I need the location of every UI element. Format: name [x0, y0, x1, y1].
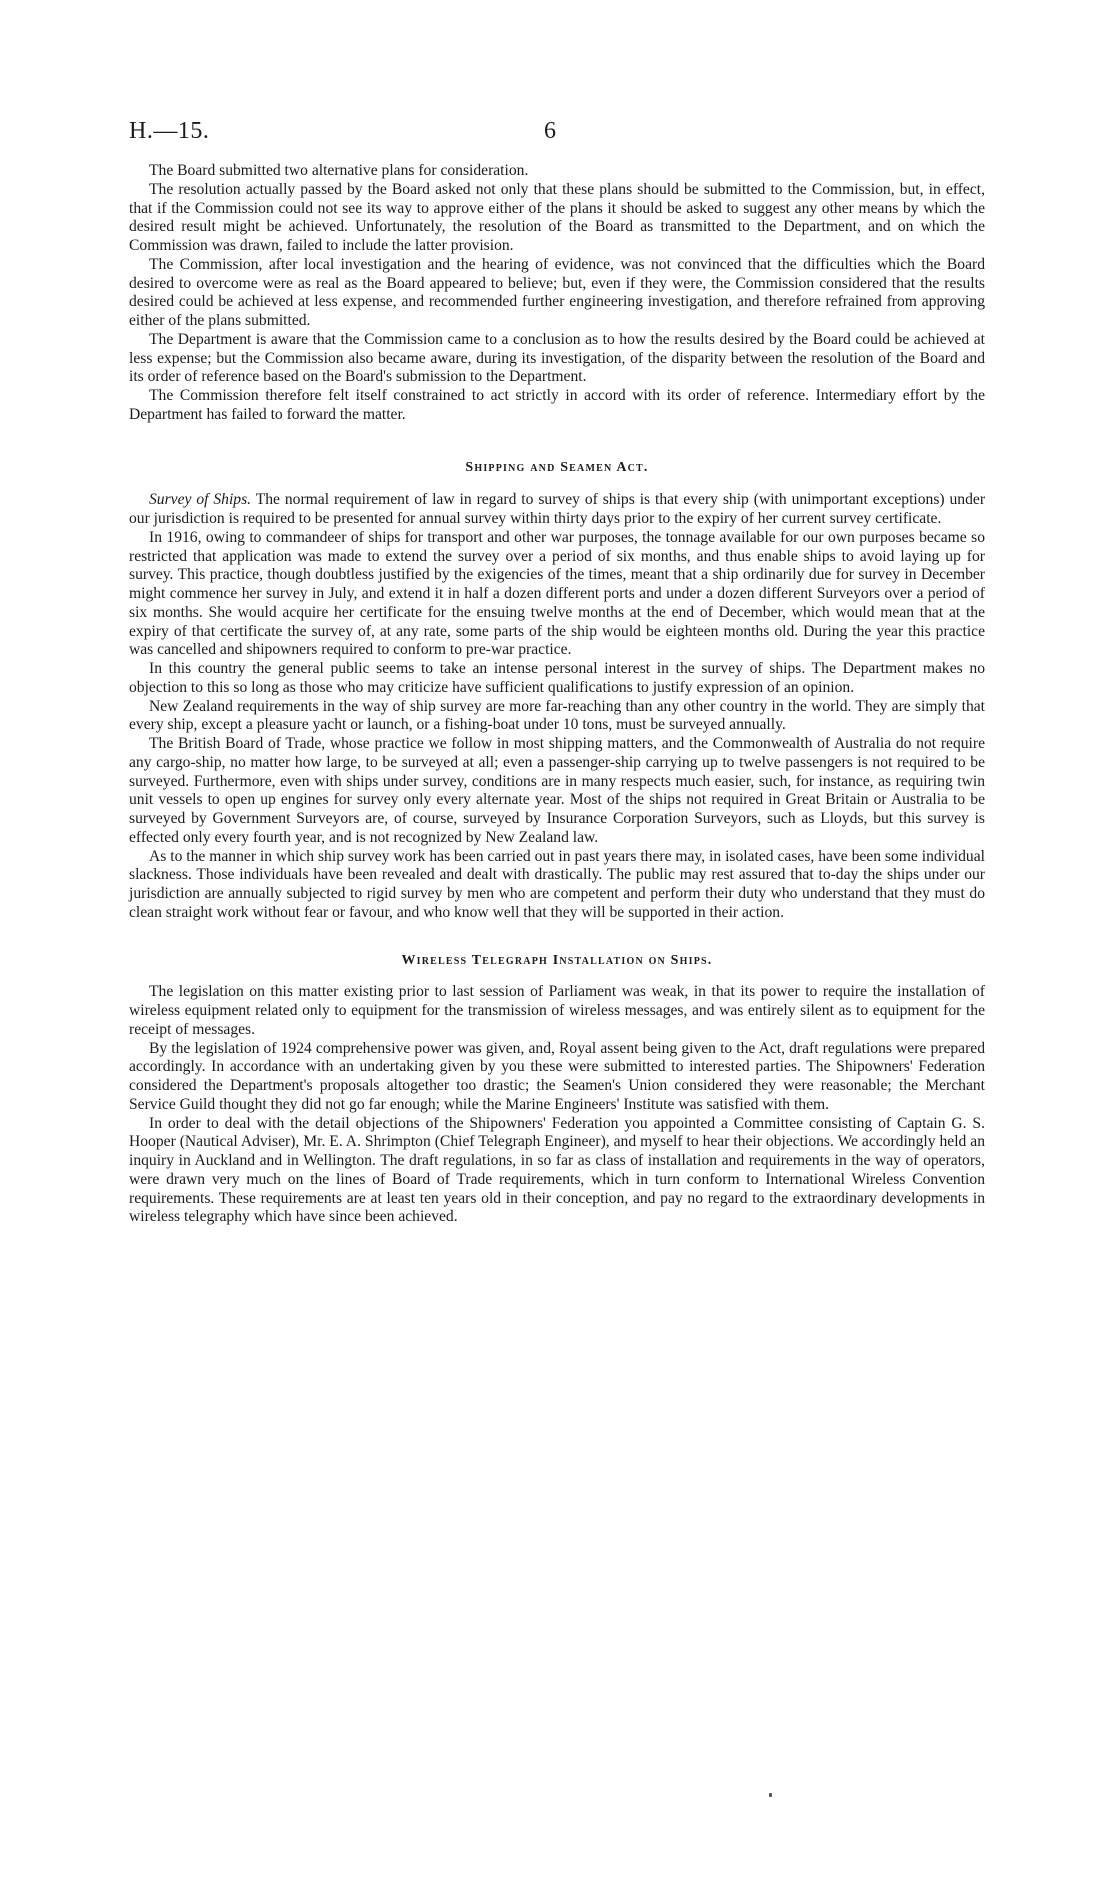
paragraph: In 1916, owing to commandeer of ships for transport and other war purposes, the tonnage available for our own purposes became so restricted that application was made to extend the survey over a period of six months, and thus enable ships to avoid laying up for survey. This practice, though doubtless justified by the exigencies of the times, meant that a ship ordinarily due for survey in December might commence her survey in July, and extend it in half a dozen different ports and under a dozen different Surveyors over a period of six months. She would acquire her certificate for the ensuing twelve months at the end of December, which would mean that at the expiry of that certificate the survey of, at any rate, some parts of the ship would be eighteen months old. During the year this practice was cancelled and shipowners required to conform to pre-war practice.	[129, 528, 985, 659]
page-header	[129, 116, 985, 150]
section-heading-wireless: Wireless Telegraph Installation on Ships.	[401, 952, 713, 968]
paragraph: The Commission, after local investigation and the hearing of evidence, was not convinced that the difficulties which the Board desired to overcome were as real as the Board appeared to believe; but, even if they were, the Commission considered that the results desired could be achieved at less expense, and recommended further engineering investigation, and therefore refrained from approving either of the plans submitted.	[129, 255, 985, 329]
paragraph	[129, 491, 985, 529]
document-reference: H.—15.	[129, 118, 210, 144]
paragraph-text: The normal requirement of law in regard to survey of ships is that every ship (with unimportant exceptions) under our jurisdiction is required to be presented for annual survey within thirty days prior to the expiry of her current survey certificate.	[129, 491, 986, 527]
paragraph: The British Board of Trade, whose practice we follow in most shipping matters, and the Commonwealth of Australia do not require any cargo-ship, no matter how large, to be surveyed at all; even a passenger-ship carrying up to twelve passengers is not required to be surveyed. Furthermore, even with ships under survey, conditions are in many respects much easier, such, for instance, as requiring twin unit vessels to open up engines for survey only every alternate year. Most of the ships not required in Great Britain or Australia to be surveyed by Government Surveyors are, of course, surveyed by Insurance Corporation Surveyors, such as Lloyds, but this survey is effected only every fourth year, and is not recognized by New Zealand law.	[129, 735, 985, 846]
run-in-heading: Survey of Ships.	[149, 491, 252, 509]
paragraph: The Department is aware that the Commission came to a conclusion as to how the results desired by the Board could be achieved at less expense; but the Commission also became aware, during its investigation, of the disparity between the resolution of the Board and its order of reference based on the Board's submission to the Department.	[129, 330, 985, 386]
paragraph: The resolution actually passed by the Board asked not only that these plans should be submitted to the Commission, but, in effect, that if the Commission could not see its way to approve either of the plans it should be asked to suggest any other means by which the desired result might be achieved. Unfortunately, the resolution of the Board as transmitted to the Department, and on which the Commission was drawn, failed to include the latter provision.	[129, 180, 985, 254]
paragraph: The Board submitted two alternative plans for consideration.	[149, 162, 529, 179]
paragraph: The legislation on this matter existing prior to last session of Parliament was weak, in that its power to require the installation of wireless equipment related only to equipment for the transmission of wireless messages, and was entirely silent as to equipment for the receipt of messages.	[129, 983, 985, 1038]
body-text	[129, 162, 985, 1227]
paragraph: The Commission therefore felt itself constrained to act strictly in accord with its order of reference. Intermediary effort by the Department has failed to forward the matter.	[129, 387, 985, 423]
page-number: 6	[544, 118, 556, 144]
print-mark	[769, 1793, 772, 1797]
paragraph: As to the manner in which ship survey work has been carried out in past years there may, in isolated cases, have been some individual slackness. Those individuals have been revealed and dealt with drastically. The public may rest assured that to-day the ships under our jurisdiction are annually subjected to rigid survey by men who are competent and perform their duty who understand that they must do clean straight work without fear or favour, and who know well that they will be supported in their action.	[129, 847, 985, 921]
paragraph: By the legislation of 1924 comprehensive power was given, and, Royal assent being given to the Act, draft regulations were prepared accordingly. In accordance with an undertaking given by you these were submitted to interested parties. The Shipowners' Federation considered the Department's proposals altogether too drastic; the Seamen's Union considered they were reasonable; the Merchant Service Guild thought they did not go far enough; while the Marine Engineers' Institute was satisfied with them.	[129, 1039, 985, 1113]
section-heading-shipping: Shipping and Seamen Act.	[465, 459, 649, 475]
paragraph: In order to deal with the detail objections of the Shipowners' Federation you appointed a Committee consisting of Captain G. S. Hooper (Nautical Adviser), Mr. E. A. Shrimpton (Chief Telegraph Engineer), and myself to hear their objections. We accordingly held an inquiry in Auckland and in Wellington. The draft regulations, in so far as class of installation and requirements in the way of operators, were drawn very much on the lines of Board of Trade requirements, which in turn conform to International Wireless Convention requirements. These requirements are at least ten years old in their conception, and pay no regard to the extraordinary developments in wireless telegraphy which have since been achieved.	[129, 1114, 985, 1226]
paragraph: New Zealand requirements in the way of ship survey are more far-reaching than any other country in the world. They are simply that every ship, except a pleasure yacht or launch, or a fishing-boat under 10 tons, must be surveyed annually.	[129, 697, 985, 734]
paragraph: In this country the general public seems to take an intense personal interest in the survey of ships. The Department makes no objection to this so long as those who may criticize have sufficient qualifications to justify expression of an opinion.	[129, 660, 985, 696]
